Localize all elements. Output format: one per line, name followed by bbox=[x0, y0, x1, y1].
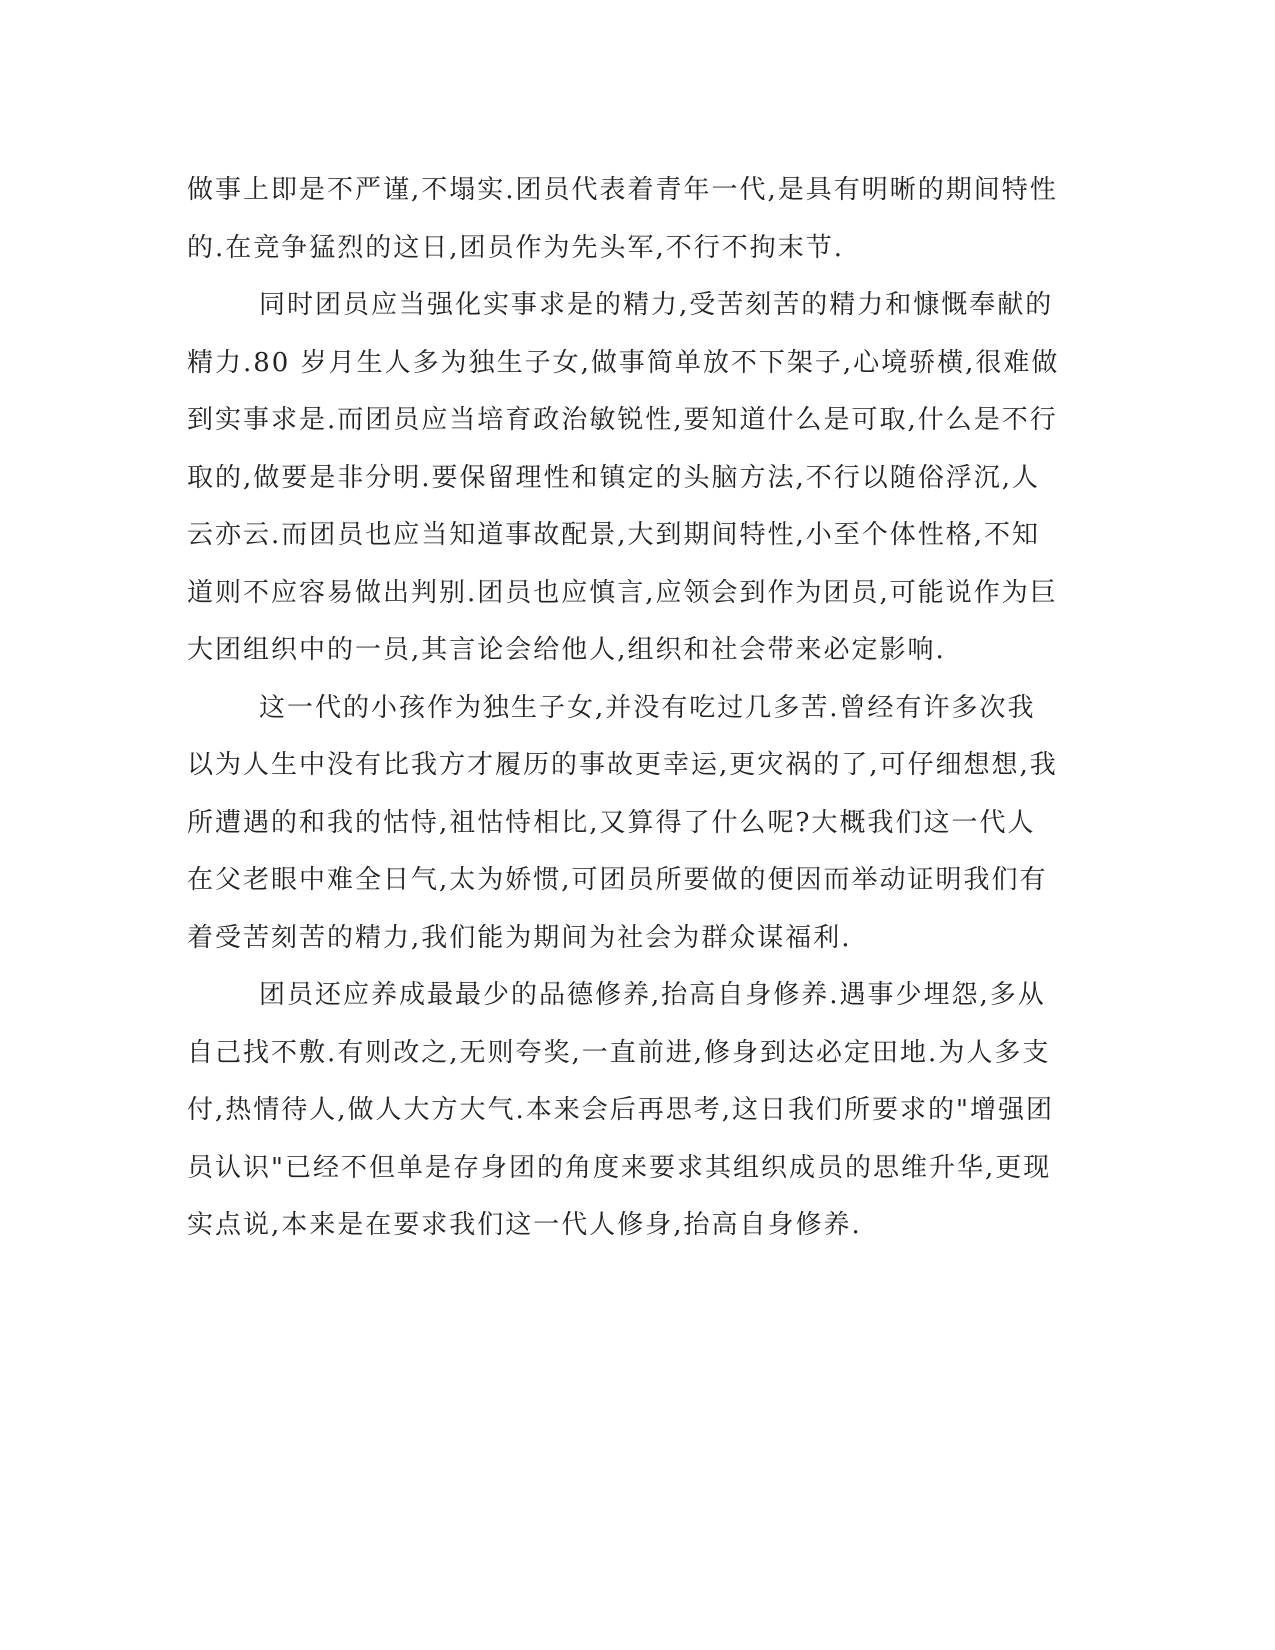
text-line: 在父老眼中难全日气,太为娇惯,可团员所要做的便因而举动证明我们有 bbox=[187, 865, 1048, 895]
text-line: 到实事求是.而团员应当培育政治敏锐性,要知道什么是可取,什么是不行 bbox=[187, 405, 1058, 435]
text-line: 以为人生中没有比我方才履历的事故更幸运,更灾祸的了,可仔细想想,我 bbox=[187, 750, 1058, 780]
body-text bbox=[187, 162, 1087, 1255]
paragraph-start-line: 团员还应养成最最少的品德修养,抬高自身修养.遇事少埋怨,多从 bbox=[259, 980, 1046, 1010]
text-line: 自己找不敷.有则改之,无则夸奖,一直前进,修身到达必定田地.为人多支 bbox=[187, 1037, 1051, 1068]
text-line: 所遭遇的和我的怙恃,祖怙恃相比,又算得了什么呢?大概我们这一代人 bbox=[187, 807, 1036, 838]
text-line: 员认识"已经不但单是存身团的角度来要求其组织成员的思维升华,更现 bbox=[187, 1152, 1052, 1183]
text-line: 大团组织中的一员,其言论会给他人,组织和社会带来必定影响. bbox=[187, 635, 946, 665]
paragraph-start-line: 同时团员应当强化实事求是的精力,受苦刻苦的精力和慷慨奉献的 bbox=[259, 290, 1054, 320]
text-line: 取的,做要是非分明.要保留理性和镇定的头脑方法,不行以随俗浮沉,人 bbox=[187, 462, 1041, 493]
text-line: 实点说,本来是在要求我们这一代人修身,抬高自身修养. bbox=[187, 1210, 862, 1240]
text-line: 的.在竞争猛烈的这日,团员作为先头军,不行不拘末节. bbox=[187, 232, 845, 263]
text-line: 精力.80 岁月生人多为独生子女,做事简单放不下架子,心境骄横,很难做 bbox=[187, 347, 1060, 378]
text-line: 着受苦刻苦的精力,我们能为期间为社会为群众谋福利. bbox=[187, 922, 852, 953]
text-line: 付,热情待人,做人大方大气.本来会后再思考,这日我们所要求的"增强团 bbox=[187, 1095, 1055, 1125]
text-line: 做事上即是不严谨,不塌实.团员代表着青年一代,是具有明晰的期间特性 bbox=[187, 175, 1058, 205]
text-line: 道则不应容易做出判别.团员也应慎言,应领会到作为团员,可能说作为巨 bbox=[187, 577, 1058, 608]
paragraph-start-line: 这一代的小孩作为独生子女,并没有吃过几多苦.曾经有许多次我 bbox=[259, 692, 1036, 723]
text-line: 云亦云.而团员也应当知道事故配景,大到期间特性,小至个体性格,不知 bbox=[187, 520, 1041, 550]
